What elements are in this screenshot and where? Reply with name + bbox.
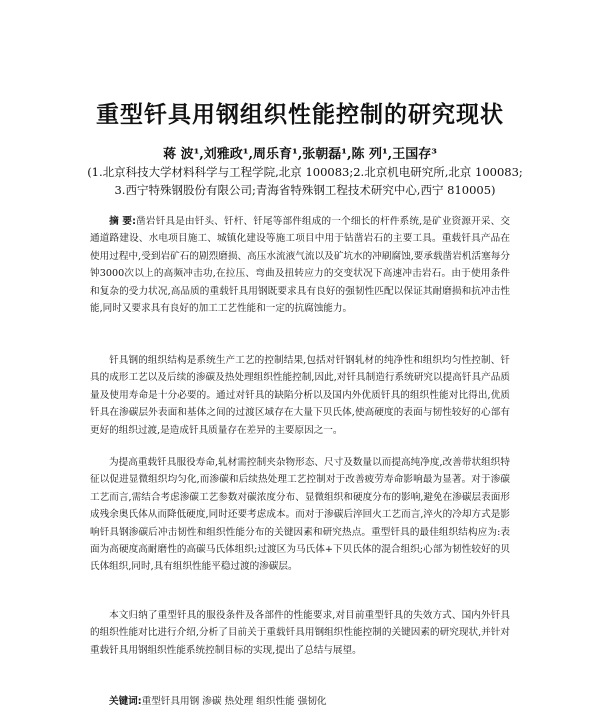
abstract-paragraph-3 xyxy=(90,454,510,576)
abstract-label: 摘 要: xyxy=(109,216,137,227)
keywords-label: 关键词: xyxy=(109,696,142,707)
keywords-text: 重型钎具用钢 渗碳 热处理 组织性能 强韧化 xyxy=(141,696,327,707)
paragraph-text: 为提高重载钎具服役寿命,轧材需控制夹杂物形态、尺寸及数量以而提高纯净度,改善带状组织特征以促进显微组织均匀化,而渗碳和后续热处理工艺控制对于改善疲劳寿命影响最为显著。对于渗碳工艺而言,需结合考虑渗碳工艺参数对碳浓度分布、显微组织和硬度分布的影响,避免在渗碳层表面形成残余奥氏体从而降低硬度,同时还要考虑成本。而对于渗碳后淬回火工艺而言,淬火的冷却方式是影响钎具钢渗碳后冲击韧性和组织性能分布的关键因素和研究热点。重型钎具的最佳组织结构应为:表面为高硬度高耐磨性的高碳马氏体组织;过渡区为马氏体+下贝氏体的混合组织;心部为韧性较好的贝氏体组织,同时,具有组织性能平稳过渡的渗碳层。 xyxy=(90,457,510,573)
paragraph-text: 本文归纳了重型钎具的服役条件及各部件的性能要求,对目前重型钎具的失效方式、国内外钎具的组织性能对比进行介绍,分析了目前关于重载钎具用钢组织性能控制的关键因素的研究现状,并针对重载钎具用钢组织性能系统控制目标的实现,提出了总结与展望。 xyxy=(90,610,510,656)
affiliation-line-2: 3.西宁特殊钢股份有限公司;青海省特殊钢工程技术研究中心,西宁 810005) xyxy=(114,183,496,197)
abstract-text: 凿岩钎具是由钎头、钎杆、钎尾等部件组成的一个细长的杆件系统,是矿业资源开采、交通道路建设、水电项目施工、城镇化建设等施工项目中用于钻凿岩石的主要工具。重载钎具产品在使用过程中,受到岩矿石的剧烈磨损、高压水流液气流以及矿坑水的冲刷腐蚀,要承载凿岩机活塞每分钟3000次以上的高频冲击功,在拉压、弯曲及扭转应力的交变状况下高速冲击岩石。由于使用条件和复杂的受力状况,高品质的重载钎具用钢既要求具有良好的强韧性匹配以保证其耐磨损和抗冲击性能,同时又要求具有良好的加工工艺性能和一定的抗腐蚀能力。 xyxy=(90,216,510,315)
paragraph-text: 钎具钢的组织结构是系统生产工艺的控制结果,包括对钎钢轧材的纯净性和组织均匀性控制、钎具的成形工艺以及后续的渗碳及热处理组织性能控制,因此,对钎具制造行系统研究以提高钎具产品质量及使用寿命是十分必要的。通过对钎具的缺陷分析以及国内外优质钎具的组织性能对比得出,优质钎具在渗碳层外表面和基体之间的过渡区域存在大量下贝氏体,使高硬度的表面与韧性较好的心部有更好的组织过渡,是造成钎具质量存在差异的主要原因之一。 xyxy=(90,355,510,436)
abstract-paragraph xyxy=(90,213,510,317)
keywords-line xyxy=(90,693,510,710)
abstract-paragraph-4 xyxy=(90,607,510,659)
affiliation-line-1: (1.北京科技大学材料科学与工程学院,北京 100083;2.北京机电研究所,北京 100083; xyxy=(87,165,523,179)
abstract-paragraph-2 xyxy=(90,352,510,439)
paper-title: 重型钎具用钢组织性能控制的研究现状 xyxy=(96,102,504,128)
author-list: 蒋 波¹,刘雅政¹,周乐育¹,张朝磊¹,陈 列¹,王国存³ xyxy=(163,147,437,162)
